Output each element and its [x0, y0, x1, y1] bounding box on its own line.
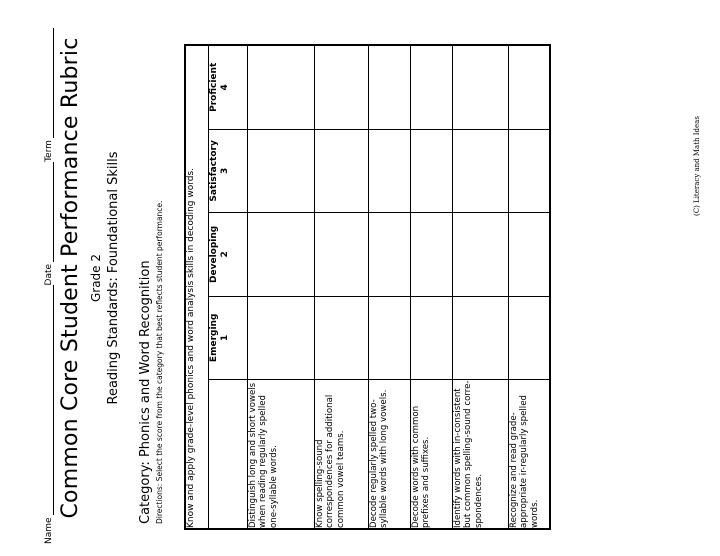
score-cell[interactable] [453, 296, 509, 379]
page-title: Common Core Student Performance Rubric [58, 37, 83, 519]
rubric-table [184, 44, 551, 530]
level-header-proficient: Proficient 4 [209, 45, 248, 129]
level-header-emerging: Emerging 1 [209, 296, 248, 379]
score-cell[interactable] [509, 296, 551, 379]
score-cell[interactable] [369, 213, 411, 296]
score-cell[interactable] [453, 45, 509, 129]
standards-label: Reading Standards: Foundational Skills [106, 151, 121, 405]
score-cell[interactable] [369, 129, 411, 212]
copyright-text: (C) Literacy and Math Ideas [693, 116, 701, 216]
table-row [509, 45, 551, 529]
score-cell[interactable] [509, 45, 551, 129]
score-cell[interactable] [248, 296, 315, 379]
table-row [315, 45, 369, 529]
score-cell[interactable] [509, 129, 551, 212]
score-cell[interactable] [453, 213, 509, 296]
table-row [411, 45, 453, 529]
score-cell[interactable] [315, 213, 369, 296]
name-field[interactable] [43, 285, 54, 515]
score-cell[interactable] [411, 45, 453, 129]
score-cell[interactable] [248, 45, 315, 129]
score-cell[interactable] [315, 296, 369, 379]
score-cell[interactable] [315, 45, 369, 129]
table-row [248, 45, 315, 529]
name-label: Name [44, 517, 54, 544]
level-header-satisfactory: Satisfactory 3 [209, 129, 248, 212]
skill-cell: Identify words with in-consistent but common spelling-sound corre-spondences. [453, 380, 509, 529]
skill-column-header [209, 380, 248, 529]
term-field[interactable] [43, 28, 54, 138]
date-label: Date [44, 263, 54, 286]
term-label: Term [44, 140, 54, 162]
standard-statement: Know and apply grade-level phonics and word analysis skills in decoding words. [185, 45, 209, 529]
score-cell[interactable] [509, 213, 551, 296]
table-row [453, 45, 509, 529]
skill-cell: Decode regularly spelled two-syllable words with long vowels. [369, 380, 411, 529]
score-cell[interactable] [248, 213, 315, 296]
date-field[interactable] [43, 162, 54, 262]
score-cell[interactable] [411, 213, 453, 296]
grade-label: Grade 2 [89, 253, 103, 303]
score-cell[interactable] [369, 296, 411, 379]
skill-cell: Decode words with common prefixes and suffixes. [411, 380, 453, 529]
score-cell[interactable] [315, 129, 369, 212]
directions-text: Directions: Select the score from the category that best reflects student performance. [155, 200, 164, 524]
score-cell[interactable] [248, 129, 315, 212]
skill-cell: Recognize and read grade-appropriate ir-regularly spelled words. [509, 380, 551, 529]
score-cell[interactable] [411, 129, 453, 212]
student-info-line [34, 24, 54, 544]
table-row [369, 45, 411, 529]
score-cell[interactable] [453, 129, 509, 212]
skill-cell: Know spelling-sound correspondences for additional common vowel teams. [315, 380, 369, 529]
category-label: Category: Phonics and Word Recognition [138, 260, 153, 524]
level-header-developing: Developing 2 [209, 213, 248, 296]
score-cell[interactable] [411, 296, 453, 379]
skill-cell: Distinguish long and short vowels when reading regularly spelled one-syllable words. [248, 380, 315, 529]
score-cell[interactable] [369, 45, 411, 129]
